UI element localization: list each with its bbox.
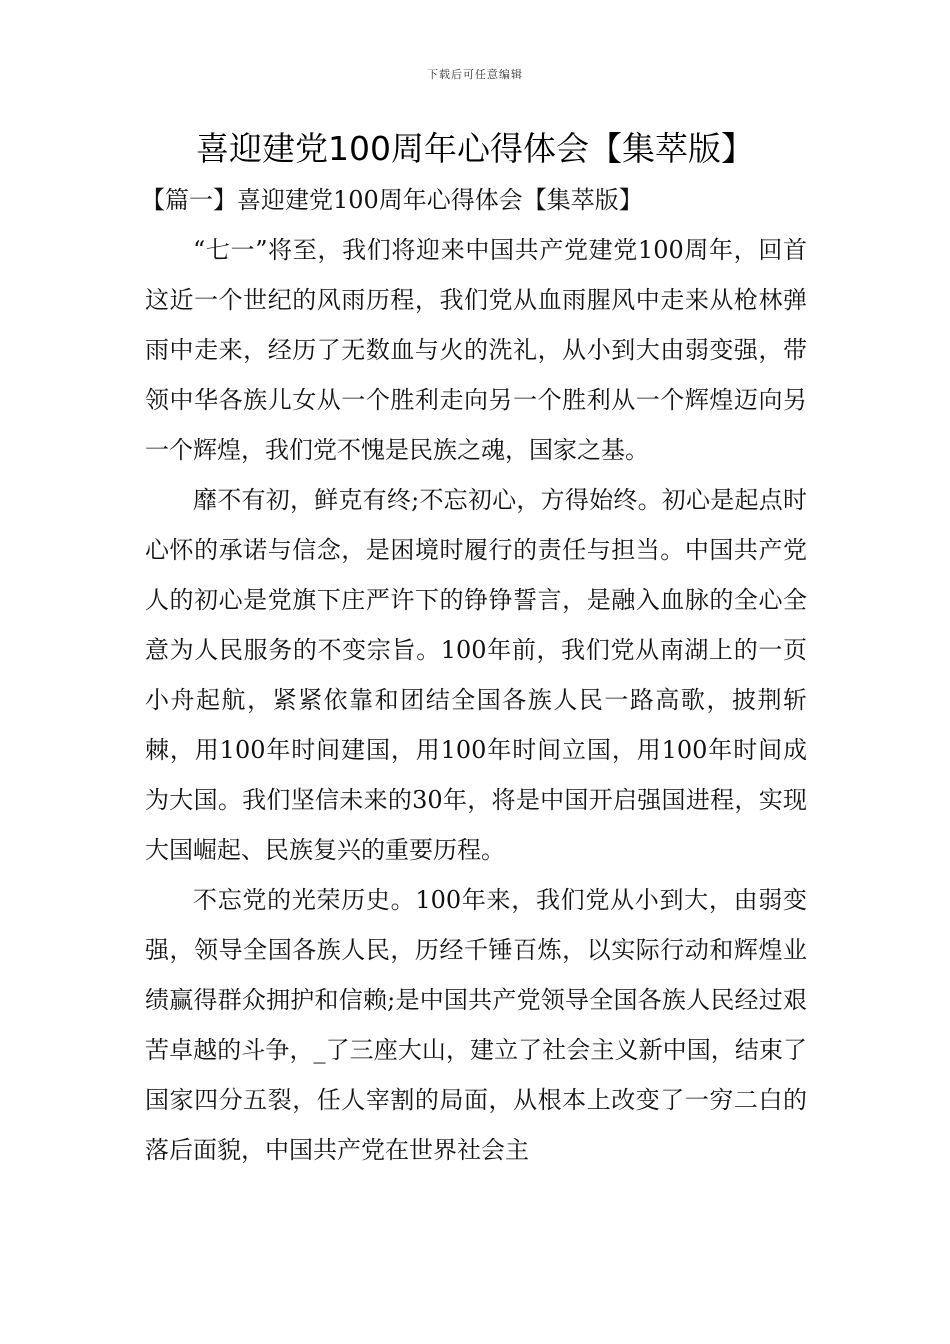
body-paragraph-2: 靡不有初，鲜克有终;不忘初心，方得始终。初心是起点时心怀的承诺与信念，是困境时履行的责任与担当。中国共产党人的初心是党旗下庄严许下的铮铮誓言，是融入血脉的全心全意为人民服务的不变宗旨。100年前，我们党从南湖上的一页小舟起航，紧紧依靠和团结全国各族人民一路高歌，披荆斩棘，用100年时间建国，用100年时间立国，用100年时间成为大国。我们坚信未来的30年，将是中国开启强国进程，实现大国崛起、民族复兴的重要历程。 (145, 486, 807, 864)
body-paragraph-1: “七一”将至，我们将迎来中国共产党建党100周年，回首这近一个世纪的风雨历程，我们党从血雨腥风中走来从枪林弹雨中走来，经历了无数血与火的洗礼，从小到大由弱变强，带领中华各族儿女从一个胜利走向另一个胜利从一个辉煌迈向另一个辉煌，我们党不愧是民族之魂，国家之基。 (145, 236, 807, 464)
document-body (141, 178, 807, 1175)
body-paragraph-3: 不忘党的光荣历史。100年来，我们党从小到大，由弱变强，领导全国各族人民，历经千锤百炼，以实际行动和辉煌业绩赢得群众拥护和信赖;是中国共产党领导全国各族人民经过艰苦卓越的斗争，_了三座大山，建立了社会主义新中国，结束了国家四分五裂，任人宰割的局面，从根本上改变了一穷二白的落后面貌，中国共产党在世界社会主 (145, 886, 807, 1164)
page-header-note: 下载后可任意编辑 (427, 68, 523, 81)
section-heading: 【篇一】喜迎建党100周年心得体会【集萃版】 (141, 186, 643, 214)
document-title: 喜迎建党100周年心得体会【集萃版】 (196, 129, 754, 168)
